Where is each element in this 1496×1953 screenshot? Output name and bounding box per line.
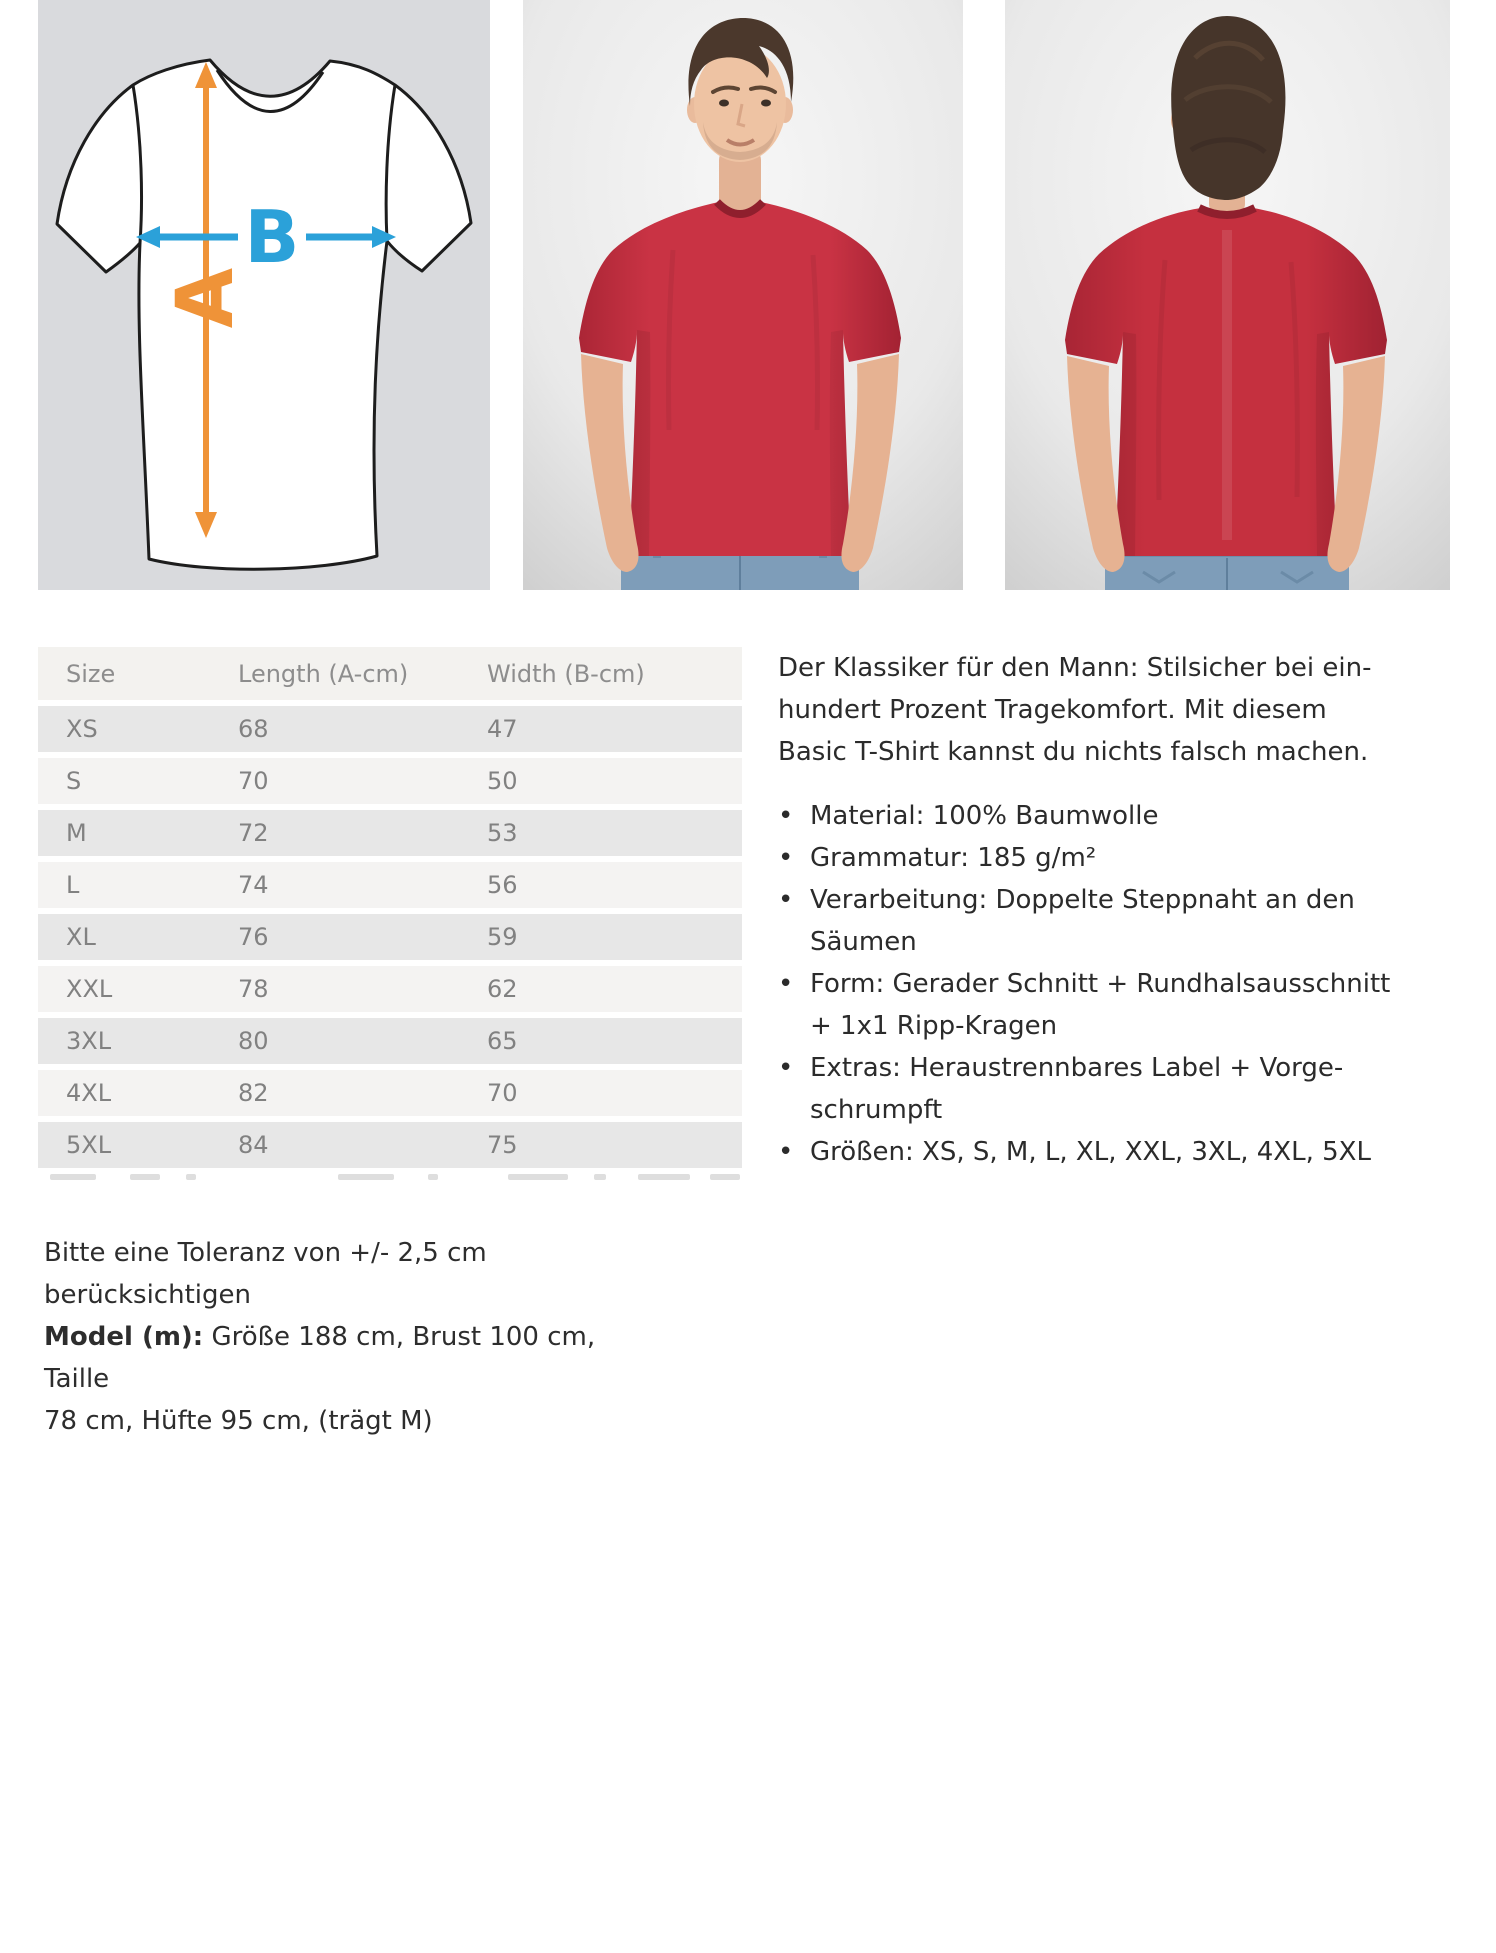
feature-list: [778, 795, 1468, 1173]
product-description: [778, 647, 1468, 1173]
feature-item-extras: • Extras: Heraustrennbares Label + Vorge- schrumpft: [778, 1047, 1468, 1131]
width-arrow-label: B: [244, 195, 300, 279]
product-gallery: [38, 0, 1450, 590]
bullet-icon: •: [778, 885, 794, 915]
table-row: 3XL 80 65: [38, 1018, 742, 1064]
col-header-width: Width (B-cm): [487, 659, 645, 688]
bullet-icon: •: [778, 1053, 794, 1083]
table-row: XL 76 59: [38, 914, 742, 960]
col-header-size: Size: [66, 659, 116, 688]
table-row: L 74 56: [38, 862, 742, 908]
model-note-line2: 78 cm, Hüfte 95 cm, (trägt M): [44, 1406, 433, 1436]
bullet-icon: •: [778, 1137, 794, 1167]
table-row: 4XL 82 70: [38, 1070, 742, 1116]
model-note-line1: Größe 188 cm, Brust 100 cm, Taille: [44, 1322, 596, 1394]
feature-item-grammatur: • Grammatur: 185 g/m²: [778, 837, 1468, 879]
bullet-icon: •: [778, 801, 794, 831]
cropped-row-remnant: [38, 1173, 742, 1181]
product-photo-front[interactable]: [523, 0, 963, 590]
tshirt-measurement-diagram: [38, 0, 490, 590]
table-row: M 72 53: [38, 810, 742, 856]
model-note: [44, 1316, 644, 1400]
feature-item-groessen: • Größen: XS, S, M, L, XL, XXL, 3XL, 4XL, 5XL: [778, 1131, 1468, 1173]
tolerance-note: Bitte eine Toleranz von +/- 2,5 cm berücksichtigen: [44, 1238, 487, 1310]
feature-item-verarbeitung: • Verarbeitung: Doppelte Steppnaht an den Säumen: [778, 879, 1468, 963]
description-intro: Der Klassiker für den Mann: Stilsicher bei ein- hundert Prozent Tragekomfort. Mit diesem Basic T-Shirt kannst du nichts falsch machen.: [778, 653, 1372, 767]
size-table-section: [38, 647, 742, 1181]
feature-item-form: • Form: Gerader Schnitt + Rundhalsausschnitt + 1x1 Ripp-Kragen: [778, 963, 1468, 1047]
table-row: 5XL 84 75: [38, 1122, 742, 1168]
table-row: S 70 50: [38, 758, 742, 804]
length-arrow-label: A: [161, 267, 251, 329]
bullet-icon: •: [778, 843, 794, 873]
size-table-header: [38, 647, 742, 700]
model-back-illustration: [1005, 0, 1450, 590]
model-note-label: Model (m):: [44, 1322, 204, 1352]
table-row: XS 68 47: [38, 706, 742, 752]
product-photo-back[interactable]: [1005, 0, 1450, 590]
measurement-notes: [44, 1232, 644, 1442]
feature-item-material: • Material: 100% Baumwolle: [778, 795, 1468, 837]
size-diagram-image[interactable]: [38, 0, 490, 590]
table-row: XXL 78 62: [38, 966, 742, 1012]
col-header-length: Length (A-cm): [238, 659, 409, 688]
bullet-icon: •: [778, 969, 794, 999]
model-front-illustration: [523, 0, 963, 590]
